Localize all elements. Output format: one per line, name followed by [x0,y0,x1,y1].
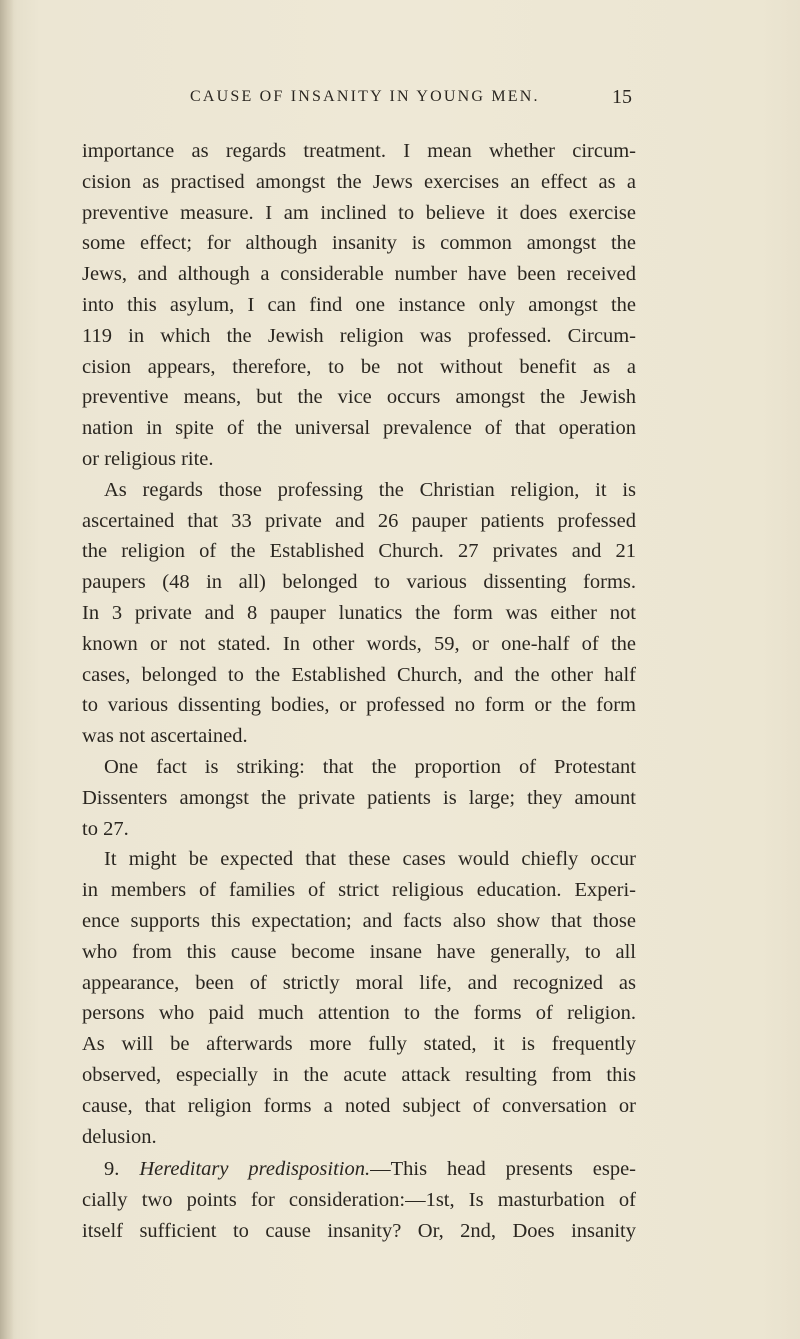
text-line: It might be expected that these cases would chiefly occur [104,848,636,871]
text-line: who from this cause become insane have generally, to all [82,940,636,963]
section-heading: Hereditary predisposition. [139,1158,371,1181]
text-line: importance as regards treatment. I mean whether circum- [82,140,636,162]
body-text [82,136,636,1247]
page-number: 15 [612,86,632,108]
text-line: to various dissenting bodies, or professed no form or the form [82,694,636,717]
text-line: nation in spite of the universal prevalence of that operation [82,417,636,440]
text-line: cially two points for consideration:—1st, Is masturbation of [82,1189,636,1212]
text-line: paupers (48 in all) belonged to various dissenting forms. [82,571,636,594]
text-line: preventive means, but the vice occurs amongst the Jewish [82,386,636,409]
text-line: In 3 private and 8 pauper lunatics the form was either not [82,601,636,624]
text-line: itself sufficient to cause insanity? Or, 2nd, Does insanity [82,1219,636,1242]
page-binding-edge [0,0,14,1339]
text-line: cases, belonged to the Established Church, and the other half [82,663,636,686]
section-9-first-line [82,1154,636,1185]
text-line: or religious rite. [82,447,214,470]
running-head-title: CAUSE OF INSANITY IN YOUNG MEN. [190,88,540,105]
text-line: known or not stated. In other words, 59, or one-half of the [82,632,636,655]
section-9-text: —This head presents espe- [370,1158,636,1181]
text-line: As regards those professing the Christian religion, it is [104,478,636,501]
text-line: ascertained that 33 private and 26 pauper patients professed [82,509,636,532]
text-line: to 27. [82,817,129,840]
text-line: cision appears, therefore, to be not without benefit as a [82,355,636,378]
text-line: appearance, been of strictly moral life, and recognized as [82,971,636,994]
text-line: the religion of the Established Church. 27 privates and 21 [82,540,636,563]
text-line: persons who paid much attention to the forms of religion. [82,1002,636,1025]
text-line: ence supports this expectation; and facts also show that those [82,909,636,932]
text-line: 119 in which the Jewish religion was professed. Circum- [82,324,636,347]
text-line: into this asylum, I can find one instance only amongst the [82,293,636,316]
text-line: As will be afterwards more fully stated, it is frequently [82,1033,636,1056]
text-line: Jews, and although a considerable number have been received [82,263,636,286]
text-line: cause, that religion forms a noted subject of conversation or [82,1094,636,1117]
text-line: Dissenters amongst the private patients is large; they amount [82,786,636,809]
section-number: 9. [104,1158,120,1181]
text-line: was not ascertained. [82,725,248,748]
running-head [0,86,800,116]
text-line: One fact is striking: that the proportion of Protestant [104,755,636,778]
text-line: preventive measure. I am inclined to believe it does exercise [82,201,636,224]
text-line: cision as practised amongst the Jews exercises an effect as a [82,170,636,193]
text-line: some effect; for although insanity is common amongst the [82,232,636,255]
text-line: delusion. [82,1125,157,1148]
text-line: observed, especially in the acute attack resulting from this [82,1063,636,1086]
text-line: in members of families of strict religious education. Experi- [82,879,636,902]
